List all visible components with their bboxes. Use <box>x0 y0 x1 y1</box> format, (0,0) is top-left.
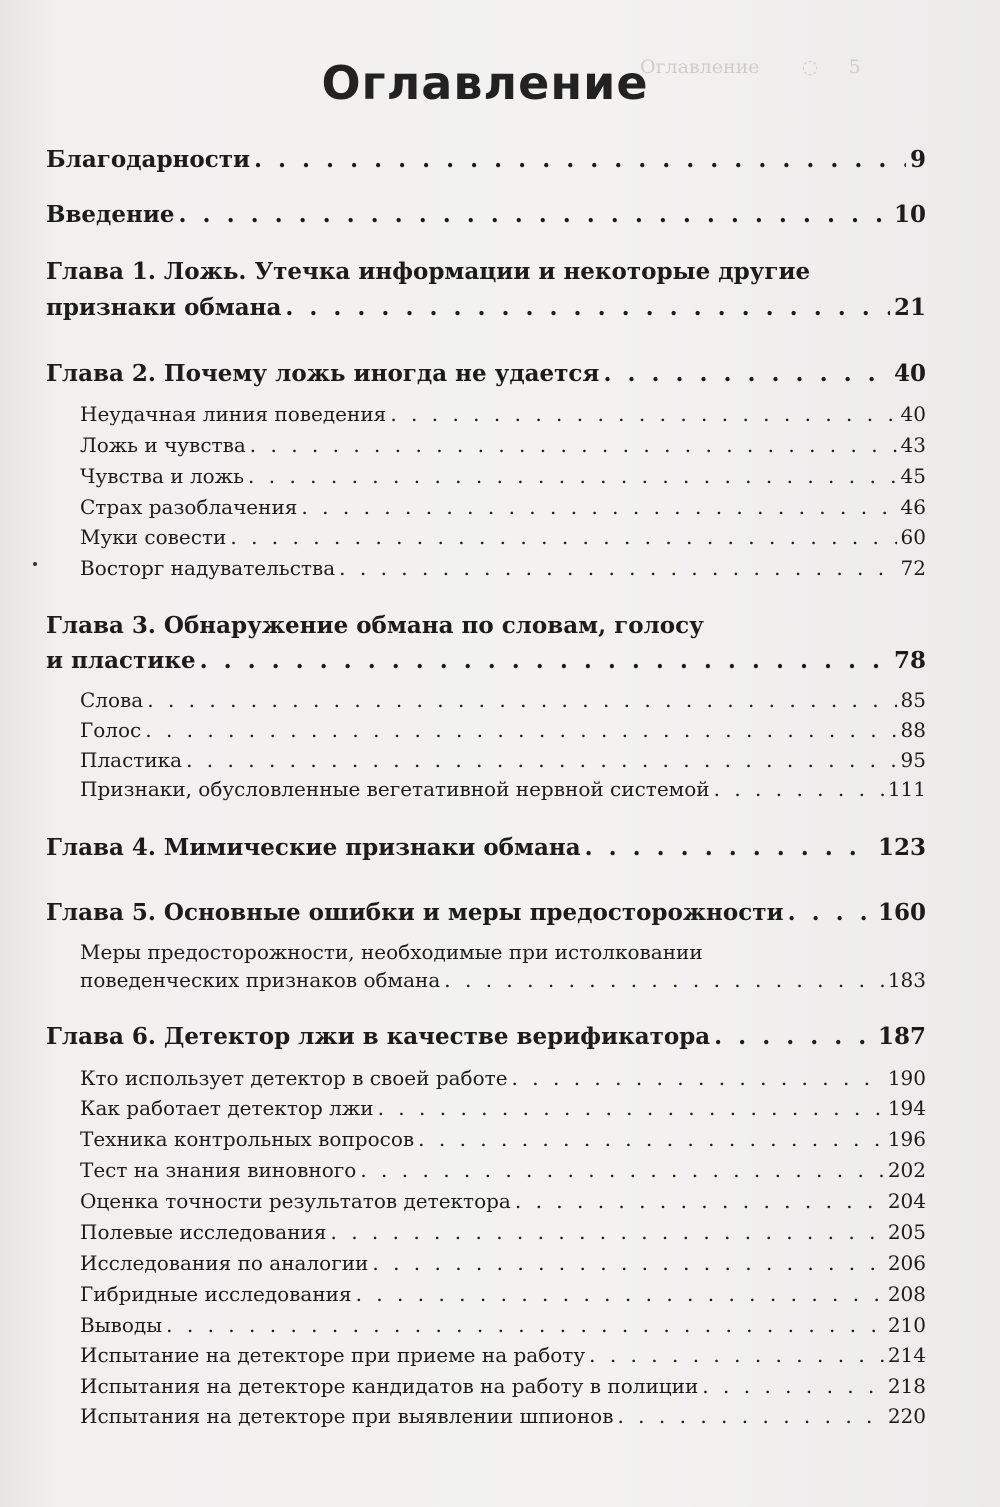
leader-dots <box>356 1282 884 1306</box>
toc-entry[interactable] <box>80 748 926 772</box>
leader-dots <box>248 464 897 488</box>
toc-entry-label-line1: Глава 1. Ложь. Утечка информации и некоторые другие <box>46 258 811 285</box>
toc-entry-label-line1: Меры предосторожности, необходимые при истолковании <box>80 940 703 964</box>
toc-entry-label: Тест на знания виновного <box>80 1158 357 1182</box>
toc-entry[interactable] <box>80 525 926 549</box>
leader-dots <box>330 1220 883 1244</box>
toc-entry-label: Признаки, обусловленные вегетативной нервной системой <box>80 777 710 801</box>
toc-entry-page: 88 <box>900 718 926 742</box>
toc-entry-page: 46 <box>900 495 926 519</box>
leader-dots <box>617 1404 883 1428</box>
leader-dots <box>230 525 896 549</box>
leader-dots <box>145 718 896 742</box>
leader-dots <box>254 146 906 173</box>
toc-entry-label: Восторг надувательства <box>80 556 336 580</box>
toc-entry[interactable] <box>80 1313 926 1337</box>
toc-entry[interactable] <box>80 402 926 426</box>
toc-entry-label: Кто использует детектор в своей работе <box>80 1066 508 1090</box>
toc-entry-label: Испытания на детекторе при выявлении шпионов <box>80 1404 614 1428</box>
toc-entry-label: и пластике <box>46 647 196 674</box>
toc-entry-label: Глава 4. Мимические признаки обмана <box>46 834 581 861</box>
leader-dots <box>788 899 874 926</box>
toc-entry[interactable] <box>46 647 926 674</box>
toc-entry-page: 40 <box>900 402 926 426</box>
toc-entry[interactable] <box>80 777 926 801</box>
toc-entry[interactable] <box>80 556 926 580</box>
leader-dots <box>714 777 884 801</box>
toc-entry[interactable] <box>46 201 926 228</box>
toc-entry-page: 205 <box>887 1220 926 1244</box>
leader-dots <box>301 495 896 519</box>
leader-dots <box>372 1251 883 1275</box>
leader-dots <box>585 834 874 861</box>
toc-entry[interactable] <box>46 1023 926 1050</box>
toc-entry-page: 21 <box>893 294 926 321</box>
leader-dots <box>339 556 896 580</box>
leader-dots <box>250 433 897 457</box>
toc-entry-page: 214 <box>887 1343 926 1367</box>
toc-entry-page: 202 <box>887 1158 926 1182</box>
toc-entry-label: Оценка точности результатов детектора <box>80 1189 511 1213</box>
toc-entry-page: 196 <box>887 1127 926 1151</box>
toc-entry-page: 183 <box>887 968 926 992</box>
toc-entry-page: 187 <box>877 1023 926 1050</box>
leader-dots <box>179 201 890 228</box>
toc-entry-label: Исследования по аналогии <box>80 1251 369 1275</box>
toc-entry-page: 40 <box>893 360 926 387</box>
leader-dots <box>444 968 884 992</box>
toc-entry-label: Ложь и чувства <box>80 433 246 457</box>
toc-entry[interactable] <box>46 146 926 173</box>
toc-entry-page: 206 <box>887 1251 926 1275</box>
toc-entry-label: Пластика <box>80 748 183 772</box>
toc-entry-page: 194 <box>887 1096 926 1120</box>
toc-entry-label: признаки обмана <box>46 294 282 321</box>
toc-entry[interactable] <box>80 1374 926 1398</box>
toc-entry-page: 111 <box>887 777 926 801</box>
leader-dots <box>200 647 890 674</box>
leader-dots <box>147 688 896 712</box>
leader-dots <box>702 1374 884 1398</box>
toc-entry[interactable] <box>80 1096 926 1120</box>
toc-entry[interactable] <box>46 834 926 861</box>
toc-entry-page: 72 <box>900 556 926 580</box>
toc-entry-label: Введение <box>46 201 175 228</box>
toc-entry-page: 190 <box>887 1066 926 1090</box>
toc-entry-page: 9 <box>909 146 926 173</box>
toc-entry[interactable] <box>80 968 926 992</box>
toc-entry[interactable] <box>80 1251 926 1275</box>
toc-entry-page: 218 <box>887 1374 926 1398</box>
print-speck <box>33 562 37 566</box>
toc-entry-page: 43 <box>900 433 926 457</box>
toc-entry-label: Полевые исследования <box>80 1220 327 1244</box>
leader-dots <box>378 1096 884 1120</box>
bleed-through-text: Оглавление ◌ 5 <box>640 56 861 78</box>
leader-dots <box>166 1313 884 1337</box>
toc-entry-label: Муки совести <box>80 525 227 549</box>
toc-entry-page: 10 <box>893 201 926 228</box>
toc-entry[interactable] <box>80 1343 926 1367</box>
toc-entry-label: Неудачная линия поведения <box>80 402 387 426</box>
toc-entry[interactable] <box>80 1189 926 1213</box>
toc-entry-label: Глава 5. Основные ошибки и меры предосторожности <box>46 899 784 926</box>
toc-entry[interactable] <box>80 1127 926 1151</box>
toc-entry-label: Гибридные исследования <box>80 1282 352 1306</box>
toc-entry-label: Испытание на детекторе при приеме на работу <box>80 1343 586 1367</box>
toc-entry-label: Благодарности <box>46 146 251 173</box>
toc-entry-page: 45 <box>900 464 926 488</box>
leader-dots <box>390 402 896 426</box>
toc-entry-page: 160 <box>877 899 926 926</box>
toc-entry-page: 220 <box>887 1404 926 1428</box>
toc-entry-label: Чувства и ложь <box>80 464 245 488</box>
toc-entry-label: Страх разоблачения <box>80 495 298 519</box>
leader-dots <box>418 1127 884 1151</box>
toc-entry-page: 210 <box>887 1313 926 1337</box>
toc-entry-label-line1: Глава 3. Обнаружение обмана по словам, голосу <box>46 612 704 639</box>
leader-dots <box>512 1066 884 1090</box>
toc-entry[interactable] <box>80 464 926 488</box>
toc-entry[interactable] <box>46 294 926 321</box>
toc-entry-label: Глава 6. Детектор лжи в качестве верификатора <box>46 1023 711 1050</box>
toc-entry[interactable] <box>46 899 926 926</box>
toc-entry-page: 85 <box>900 688 926 712</box>
toc-entry-label: поведенческих признаков обмана <box>80 968 441 992</box>
toc-entry-page: 204 <box>887 1189 926 1213</box>
toc-entry[interactable] <box>80 1158 926 1182</box>
leader-dots <box>360 1158 883 1182</box>
toc-entry-page: 208 <box>887 1282 926 1306</box>
toc-entry-page: 123 <box>877 834 926 861</box>
toc-entry[interactable] <box>80 495 926 519</box>
toc-entry[interactable] <box>46 360 926 387</box>
toc-entry-label: Как работает детектор лжи <box>80 1096 374 1120</box>
toc-entry[interactable] <box>80 433 926 457</box>
leader-dots <box>603 360 890 387</box>
toc-entry-label: Глава 2. Почему ложь иногда не удается <box>46 360 600 387</box>
page-title: Оглавление <box>321 56 649 110</box>
toc-entry[interactable] <box>80 688 926 712</box>
leader-dots <box>589 1343 884 1367</box>
leader-dots <box>714 1023 874 1050</box>
leader-dots <box>285 294 890 321</box>
toc-entry[interactable] <box>80 1282 926 1306</box>
toc-entry[interactable] <box>80 1066 926 1090</box>
toc-entry-label: Слова <box>80 688 144 712</box>
toc-entry[interactable] <box>80 1220 926 1244</box>
toc-entry-page: 95 <box>900 748 926 772</box>
leader-dots <box>186 748 896 772</box>
toc-entry-label: Испытания на детекторе кандидатов на работу в полиции <box>80 1374 699 1398</box>
toc-entry[interactable] <box>80 718 926 742</box>
toc-entry-page: 60 <box>900 525 926 549</box>
toc-entry-label: Голос <box>80 718 142 742</box>
toc-entry-label: Техника контрольных вопросов <box>80 1127 415 1151</box>
toc-entry-label: Выводы <box>80 1313 163 1337</box>
toc-entry-page: 78 <box>893 647 926 674</box>
toc-entry[interactable] <box>80 1404 926 1428</box>
leader-dots <box>515 1189 884 1213</box>
